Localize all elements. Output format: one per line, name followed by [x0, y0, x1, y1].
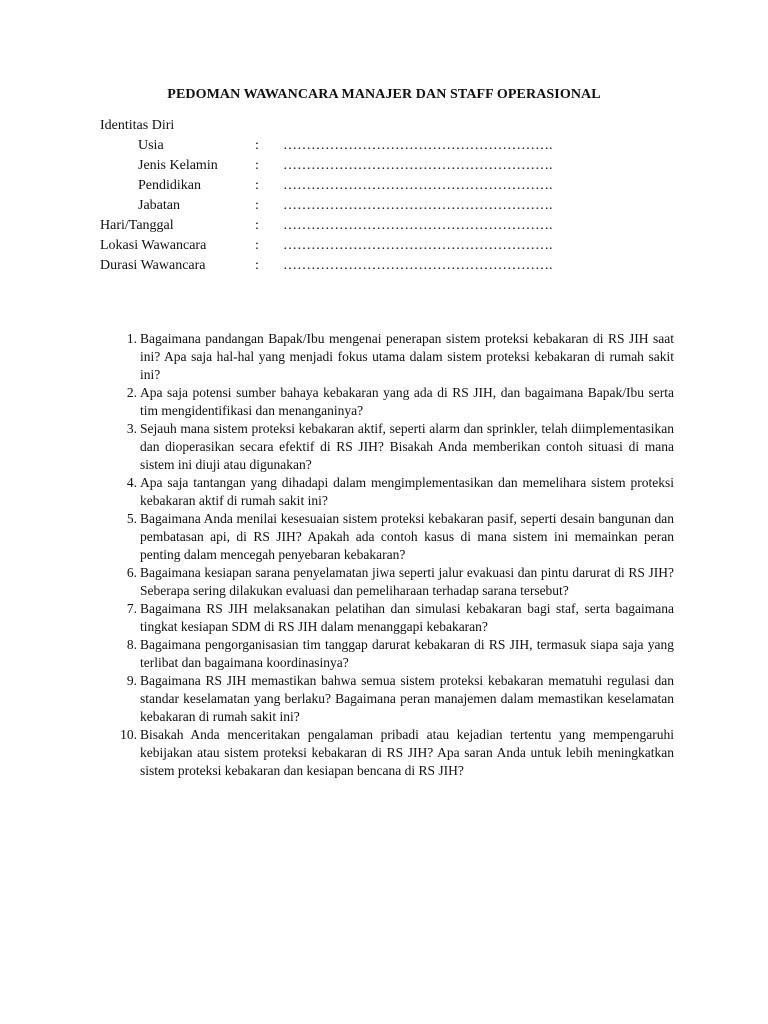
- question-number: 5.: [126, 511, 137, 526]
- question-text: Bagaimana pengorganisasian tim tanggap darurat kebakaran di RS JIH, termasuk siapa saja yang terlibat dan bagaimana koordinasinya?: [140, 637, 674, 670]
- question-item: [100, 474, 674, 510]
- question-item: [100, 420, 674, 474]
- question-number: 1.: [126, 331, 137, 346]
- question-item: [100, 564, 674, 600]
- question-number: 4.: [126, 475, 137, 490]
- question-text: Bagaimana pandangan Bapak/Ibu mengenai penerapan sistem proteksi kebakaran di RS JIH saat ini? Apa saja hal-hal yang menjadi fokus utama dalam sistem proteksi kebakaran di rumah sakit ini?: [140, 331, 674, 382]
- field-label: Jabatan: [138, 198, 180, 213]
- field-label: Hari/Tanggal: [100, 218, 174, 233]
- field-label: Jenis Kelamin: [138, 158, 218, 173]
- question-item: [100, 600, 674, 636]
- question-text: Bagaimana RS JIH melaksanakan pelatihan dan simulasi kebakaran bagi staf, serta bagaimana tingkat kesiapan SDM di RS JIH dalam menanggapi kebakaran?: [140, 601, 674, 634]
- question-list: [100, 330, 674, 780]
- question-number: 6.: [126, 565, 137, 580]
- field-colon: :: [255, 138, 259, 153]
- question-text: Sejauh mana sistem proteksi kebakaran aktif, seperti alarm dan sprinkler, telah diimplementasikan dan dioperasikan secara efektif di RS JIH? Bisakah Anda memberikan contoh situasi di mana sistem ini diuji atau digunakan?: [140, 421, 674, 472]
- field-colon: :: [255, 178, 259, 193]
- field-label: Lokasi Wawancara: [100, 238, 207, 253]
- identity-row-jenis-kelamin: [100, 156, 660, 176]
- field-colon: :: [255, 258, 259, 273]
- field-blank: ………………………………………………….: [283, 138, 553, 153]
- question-item: [100, 510, 674, 564]
- identity-row-lokasi-wawancara: [100, 236, 660, 256]
- question-item: [100, 330, 674, 384]
- question-item: [100, 636, 674, 672]
- question-text: Bagaimana kesiapan sarana penyelamatan jiwa seperti jalur evakuasi dan pintu darurat di RS JIH? Seberapa sering dilakukan evaluasi dan pemeliharaan terhadap sarana tersebut?: [140, 565, 674, 598]
- field-label: Usia: [138, 138, 164, 153]
- question-text: Bisakah Anda menceritakan pengalaman pribadi atau kejadian tertentu yang mempengaruhi kebijakan atau sistem proteksi kebakaran di RS JIH? Apa saran Anda untuk lebih meningkatkan sistem proteksi kebakaran dan kesiapan bencana di RS JIH?: [140, 727, 674, 778]
- field-blank: ………………………………………………….: [283, 178, 553, 193]
- identity-row-durasi-wawancara: [100, 256, 660, 276]
- question-item: [100, 384, 674, 420]
- document-title: PEDOMAN WAWANCARA MANAJER DAN STAFF OPERASIONAL: [167, 87, 601, 102]
- field-colon: :: [255, 198, 259, 213]
- question-number: 10.: [120, 727, 137, 742]
- field-blank: ………………………………………………….: [283, 218, 553, 233]
- question-item: [100, 726, 674, 780]
- identity-row-pendidikan: [100, 176, 660, 196]
- identity-row-jabatan: [100, 196, 660, 216]
- question-text: Bagaimana RS JIH memastikan bahwa semua sistem proteksi kebakaran mematuhi regulasi dan standar keselamatan yang berlaku? Bagaimana peran manajemen dalam memastikan keselamatan kebakaran di rumah sakit ini?: [140, 673, 674, 724]
- field-colon: :: [255, 238, 259, 253]
- question-text: Bagaimana Anda menilai kesesuaian sistem proteksi kebakaran pasif, seperti desain bangunan dan pembatasan api, di RS JIH? Apakah ada contoh kasus di mana sistem ini memainkan peran penting dalam mencegah penyebaran kebakaran?: [140, 511, 674, 562]
- question-number: 3.: [126, 421, 137, 436]
- field-label: Pendidikan: [138, 178, 201, 193]
- field-blank: ………………………………………………….: [283, 198, 553, 213]
- question-text: Apa saja potensi sumber bahaya kebakaran yang ada di RS JIH, dan bagaimana Bapak/Ibu serta tim mengidentifikasi dan menanganinya?: [140, 385, 674, 418]
- question-number: 2.: [126, 385, 137, 400]
- question-number: 9.: [126, 673, 137, 688]
- field-colon: :: [255, 158, 259, 173]
- identity-section: [100, 116, 660, 276]
- field-blank: ………………………………………………….: [283, 158, 553, 173]
- field-blank: ………………………………………………….: [283, 258, 553, 273]
- question-number: 7.: [126, 601, 137, 616]
- field-colon: :: [255, 218, 259, 233]
- question-number: 8.: [126, 637, 137, 652]
- question-text: Apa saja tantangan yang dihadapi dalam mengimplementasikan dan memelihara sistem proteksi kebakaran aktif di rumah sakit ini?: [140, 475, 674, 508]
- question-item: [100, 672, 674, 726]
- identity-heading: Identitas Diri: [100, 118, 175, 133]
- field-blank: ………………………………………………….: [283, 238, 553, 253]
- identity-row-hari-tanggal: [100, 216, 660, 236]
- field-label: Durasi Wawancara: [100, 258, 206, 273]
- identity-row-usia: [100, 136, 660, 156]
